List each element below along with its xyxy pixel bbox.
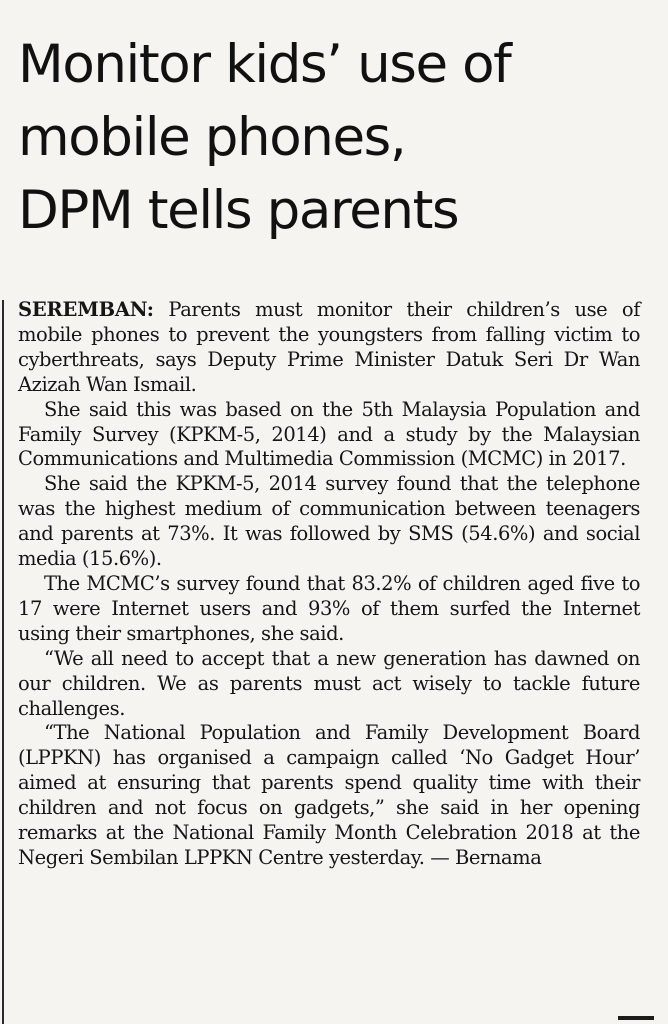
article-paragraph: The MCMC’s survey found that 83.2% of children aged five to 17 were Internet users and 93% of them surfed the Internet using their smartphones, she said.	[18, 571, 640, 645]
paragraph-text: Parents must monitor their children’s use of mobile phones to prevent the youngsters from falling victim to cyberthreats, says Deputy Prime Minister Datuk Seri Dr Wan Azizah Wan Ismail.	[18, 298, 640, 396]
article-paragraph: “We all need to accept that a new generation has dawned on our children. We as parents must act wisely to tackle future challenges.	[18, 646, 640, 720]
headline-line: Monitor kids’ use of	[18, 34, 511, 95]
print-mark	[618, 1016, 654, 1020]
headline-line: mobile phones,	[18, 107, 406, 168]
headline-line: DPM tells parents	[18, 180, 459, 241]
article-body	[18, 298, 640, 871]
article-paragraph: She said the KPKM-5, 2014 survey found that the telephone was the highest medium of communication between teenagers and parents at 73%. It was followed by SMS (54.6%) and social media (15.6%).	[18, 472, 640, 571]
dateline: SEREMBAN:	[18, 298, 154, 321]
article-paragraph: “The National Population and Family Development Board (LPPKN) has organised a campaign called ‘No Gadget Hour’ aimed at ensuring that parents spend quality time with their children and not focus on gadgets,” she said in her opening remarks at the National Family Month Celebration 2018 at the Negeri Sembilan LPPKN Centre yesterday. — Bernama	[18, 721, 640, 869]
headline	[18, 28, 658, 247]
article-paragraph	[18, 298, 640, 398]
article-paragraph: She said this was based on the 5th Malaysia Population and Family Survey (KPKM-5, 2014) and a study by the Malaysian Communications and Multimedia Commission (MCMC) in 2017.	[18, 397, 640, 471]
column-rule	[2, 300, 4, 1024]
